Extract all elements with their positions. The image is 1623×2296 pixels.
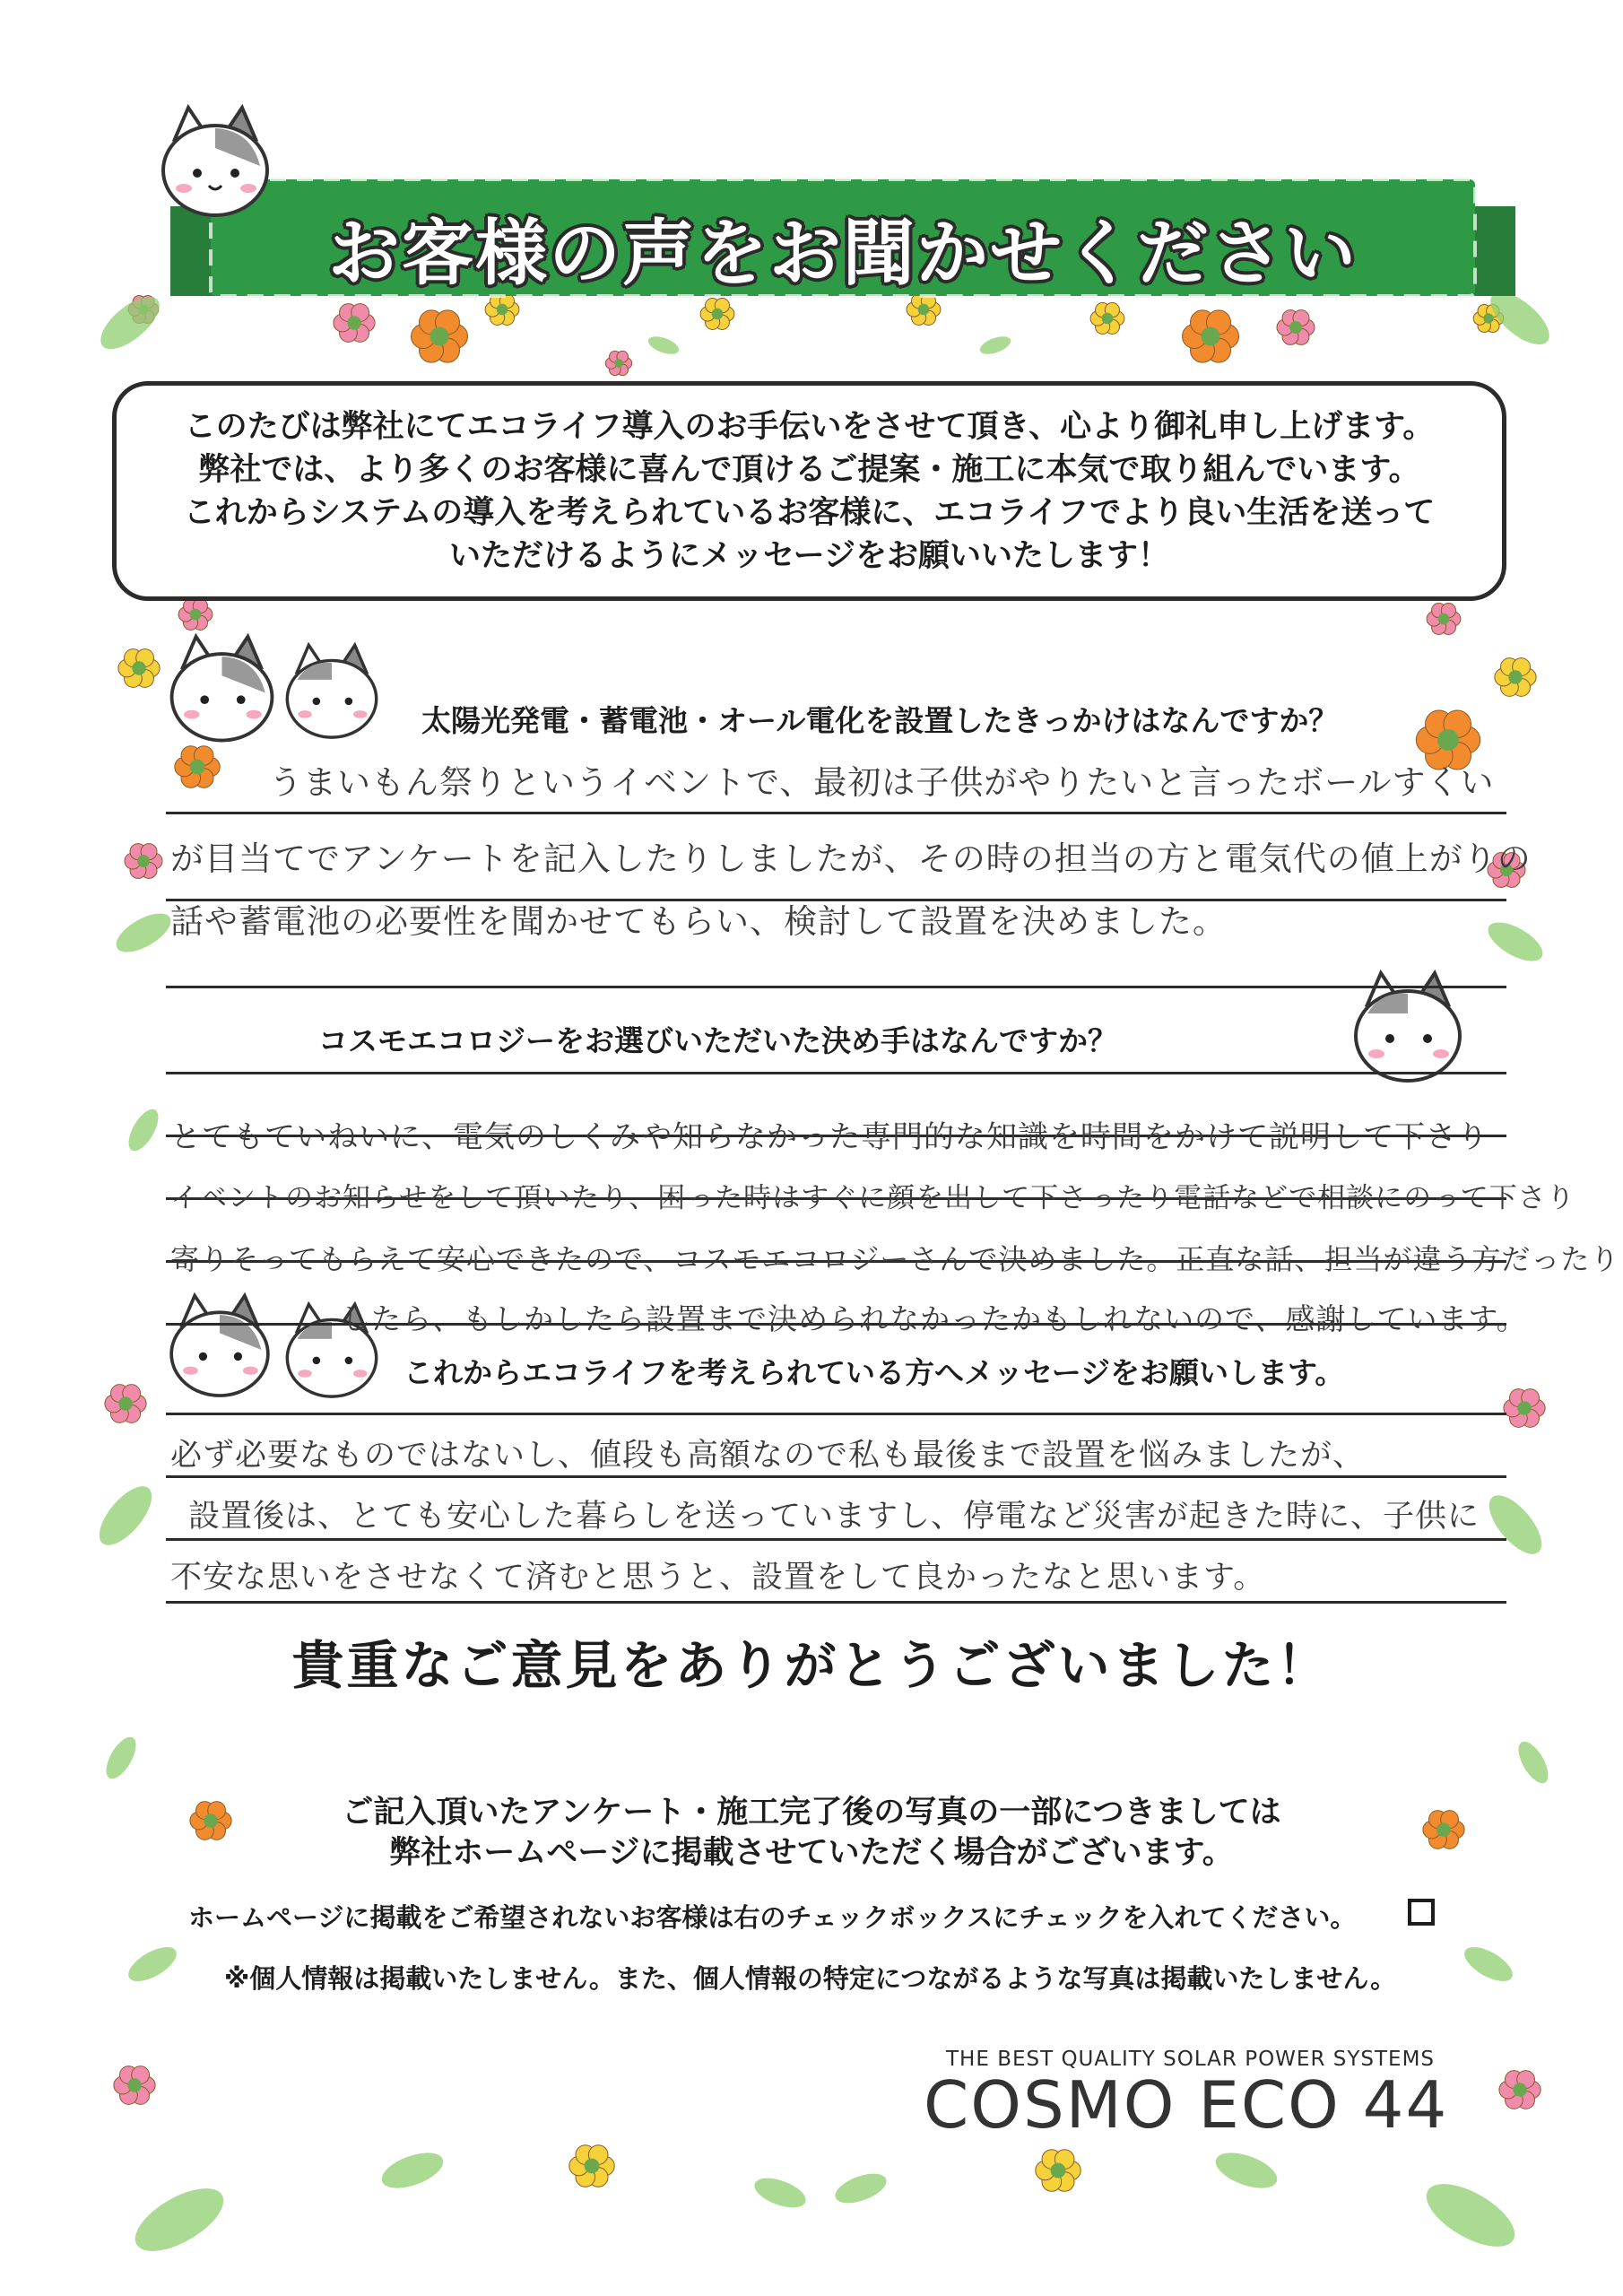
answer-text: したら、もしかしたら設置まで決められなかったかもしれないので、感謝しています。 — [341, 1301, 1527, 1336]
intro-line: これからシステムの導入を考えられているお客様に、エコライフでより良い生活を送って — [183, 495, 1436, 531]
page-title: お客様の声をお聞かせください — [328, 211, 1358, 295]
leaf-icon — [831, 2168, 890, 2209]
leaf-icon — [1211, 2145, 1282, 2195]
leaf-icon — [123, 1105, 164, 1156]
intro-line: このたびは弊社にてエコライフ導入のお手伝いをさせて頂き、心より御礼申し上げます。 — [184, 409, 1435, 445]
leaf-icon — [100, 1733, 142, 1784]
leaf-icon — [126, 2176, 233, 2264]
flower-icon — [114, 2066, 155, 2105]
answer-text: が目当てでアンケートを記入したりしましたが、その時の担当の方と電気代の値上がりの — [170, 839, 1532, 878]
flower-icon — [105, 1385, 146, 1423]
question-label: 太陽光発電・蓄電池・オール電化を設置したきっかけはなんですか？ — [421, 703, 1339, 738]
flower-icon — [605, 351, 631, 375]
intro-message-box — [112, 381, 1506, 601]
leaf-icon — [378, 2145, 448, 2195]
leaf-icon — [751, 2172, 810, 2213]
answer-text: 不安な思いをさせなくて済むと思うと、設置をして良かったなと思います。 — [170, 1560, 1266, 1596]
intro-line: いただけるようにメッセージをお願いいたします！ — [449, 538, 1169, 574]
privacy-note: ※個人情報は掲載いたしません。また、個人情報の特定につながるような写真は掲載いたしません。 — [224, 1963, 1397, 1994]
answer-text: 設置後は、とても安心した暮らしを送っていますし、停電など災害が起きた時に、子供に — [188, 1499, 1480, 1535]
company-logo: COSMO ECO 44 — [924, 2067, 1449, 2143]
question-label: これからエコライフを考えられている方へメッセージをお願いします。 — [404, 1355, 1345, 1390]
answer-text: 寄りそってもらえて安心できたので、コスモエコロジーさんで決めました。正直な話、担当が違う方だったり — [170, 1242, 1620, 1276]
answer-text: 必ず必要なものではないし、値段も高額なので私も最後まで設置を悩みましたが、 — [170, 1438, 1366, 1474]
leaf-icon — [977, 333, 1012, 358]
leaf-icon — [1513, 1737, 1554, 1788]
flower-icon — [125, 844, 162, 879]
answer-text: 話や蓄電池の必要性を聞かせてもらい、検討して設置を決めました。 — [170, 902, 1227, 941]
flower-icon — [118, 649, 160, 688]
no-publish-checkbox[interactable] — [1408, 1899, 1435, 1926]
leaf-icon — [646, 333, 681, 358]
flower-icon — [178, 599, 213, 631]
flower-icon — [569, 2145, 614, 2187]
answer-text: うまいもん祭りというイベントで、最初は子供がやりたいと言ったボールすくい — [269, 763, 1495, 802]
cat-icon — [161, 632, 282, 753]
thanks-heading: 貴重なご意見をありがとうございました！ — [291, 1635, 1332, 1696]
notice-line: 弊社ホームページに掲載させていただく場合がございます。 — [389, 1835, 1234, 1871]
answer-text: とてもていねいに、電気のしくみや知らなかった専門的な知識を時間をかけて説明して下さり — [170, 1119, 1488, 1155]
intro-line: 弊社では、より多くのお客様に喜んで頂けるご提案・施工に本気で取り組んでいます。 — [198, 452, 1420, 488]
cat-icon — [278, 641, 386, 749]
flower-icon — [1036, 2150, 1081, 2192]
checkbox-label: ホームページに掲載をご希望されないお客様は右のチェックボックスにチェックを入れてください。 — [188, 1902, 1357, 1933]
cat-icon — [152, 103, 278, 229]
logo-tagline: THE BEST QUALITY SOLAR POWER SYSTEMS — [946, 2048, 1436, 2071]
flower-icon — [1504, 1389, 1545, 1428]
flower-icon — [1499, 2071, 1541, 2109]
flower-icon — [1427, 604, 1461, 635]
leaf-icon — [1459, 1940, 1517, 1987]
question-label: コスモエコロジーをお選びいただいた決め手はなんですか？ — [318, 1023, 1117, 1058]
leaf-icon — [1417, 2171, 1524, 2259]
leaf-icon — [123, 1940, 181, 1987]
flower-icon — [1495, 658, 1536, 697]
leaf-icon — [92, 287, 168, 358]
answer-text: イベントのお知らせをして頂いたり、困った時はすぐに顔を出して下さったり電話などで相談にのって下さり — [170, 1182, 1575, 1214]
leaf-icon — [90, 1478, 161, 1553]
notice-line: ご記入頂いたアンケート・施工完了後の写真の一部につきましては — [342, 1795, 1281, 1831]
